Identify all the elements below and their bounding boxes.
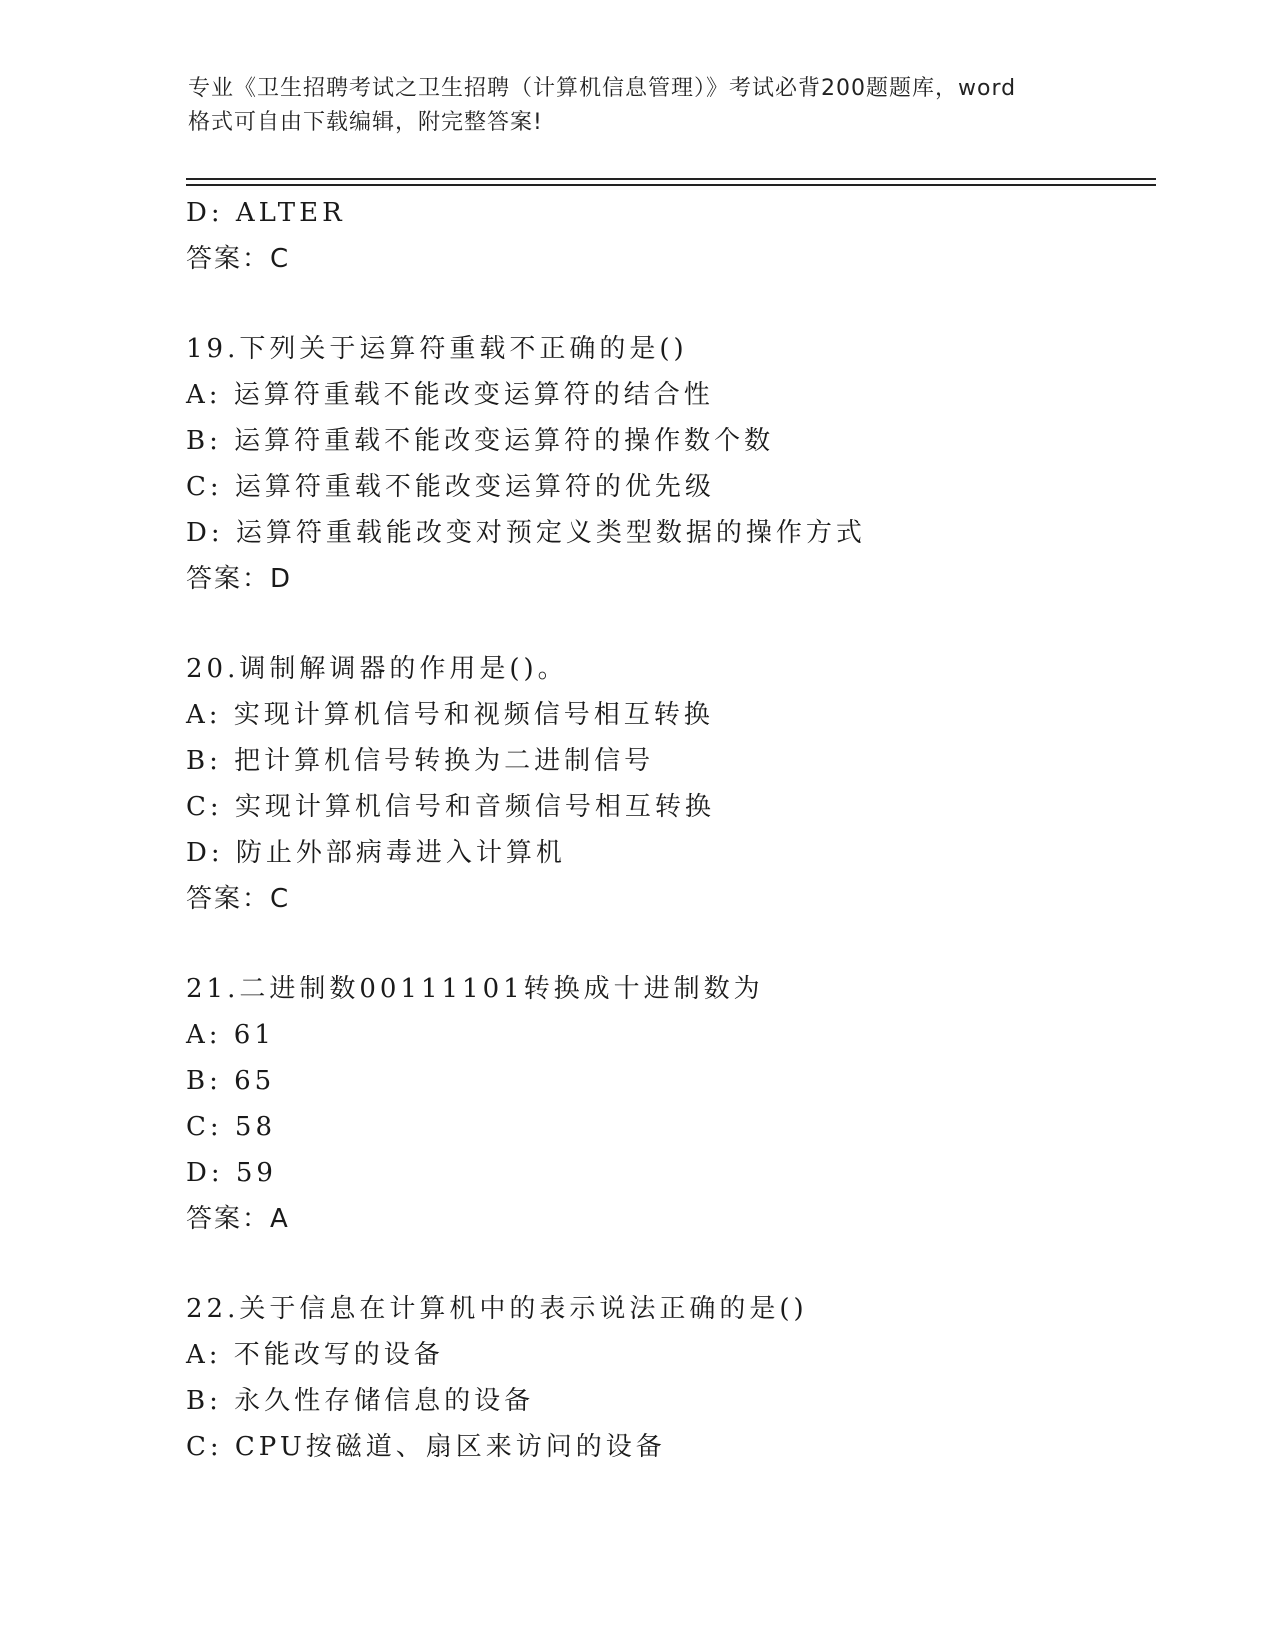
- question-text: 20.调制解调器的作用是()。: [186, 654, 568, 684]
- header-divider-top: [186, 178, 1156, 180]
- option-d: D: 运算符重载能改变对预定义类型数据的操作方式: [186, 518, 866, 548]
- option-c: C: CPU按磁道、扇区来访问的设备: [186, 1432, 666, 1462]
- question-content: [186, 190, 1146, 1470]
- option-b: B: 65: [186, 1066, 276, 1096]
- option-d: D: ALTER: [186, 198, 346, 228]
- option-d: D: 59: [186, 1158, 277, 1188]
- question-text: 21.二进制数00111101转换成十进制数为: [186, 974, 764, 1004]
- question-text: 19.下列关于运算符重载不正确的是(): [186, 334, 688, 364]
- question-22: [186, 1286, 1146, 1470]
- question-text: 22.关于信息在计算机中的表示说法正确的是(): [186, 1294, 808, 1324]
- answer-text: 答案：C: [186, 244, 291, 274]
- option-a: A: 61: [186, 1020, 275, 1050]
- option-d: D: 防止外部病毒进入计算机: [186, 838, 566, 868]
- answer-text: 答案：C: [186, 884, 291, 914]
- answer-text: 答案：A: [186, 1204, 290, 1234]
- header-title-line-2: 格式可自由下载编辑，附完整答案!: [188, 110, 543, 135]
- question-19: [186, 326, 1146, 602]
- option-a: A: 实现计算机信号和视频信号相互转换: [186, 700, 714, 730]
- header-title-line-1: 专业《卫生招聘考试之卫生招聘（计算机信息管理）》考试必背200题题库，word: [188, 76, 1017, 101]
- option-c: C: 实现计算机信号和音频信号相互转换: [186, 792, 715, 822]
- option-b: B: 把计算机信号转换为二进制信号: [186, 746, 655, 776]
- option-c: C: 58: [186, 1112, 277, 1142]
- document-header: [188, 72, 1088, 140]
- option-b: B: 永久性存储信息的设备: [186, 1386, 535, 1416]
- question-fragment: [186, 190, 1146, 282]
- answer-text: 答案：D: [186, 564, 293, 594]
- header-divider-bottom: [186, 184, 1156, 186]
- question-20: [186, 646, 1146, 922]
- option-b: B: 运算符重载不能改变运算符的操作数个数: [186, 426, 775, 456]
- option-c: C: 运算符重载不能改变运算符的优先级: [186, 472, 715, 502]
- option-a: A: 不能改写的设备: [186, 1340, 444, 1370]
- option-a: A: 运算符重载不能改变运算符的结合性: [186, 380, 714, 410]
- question-21: [186, 966, 1146, 1242]
